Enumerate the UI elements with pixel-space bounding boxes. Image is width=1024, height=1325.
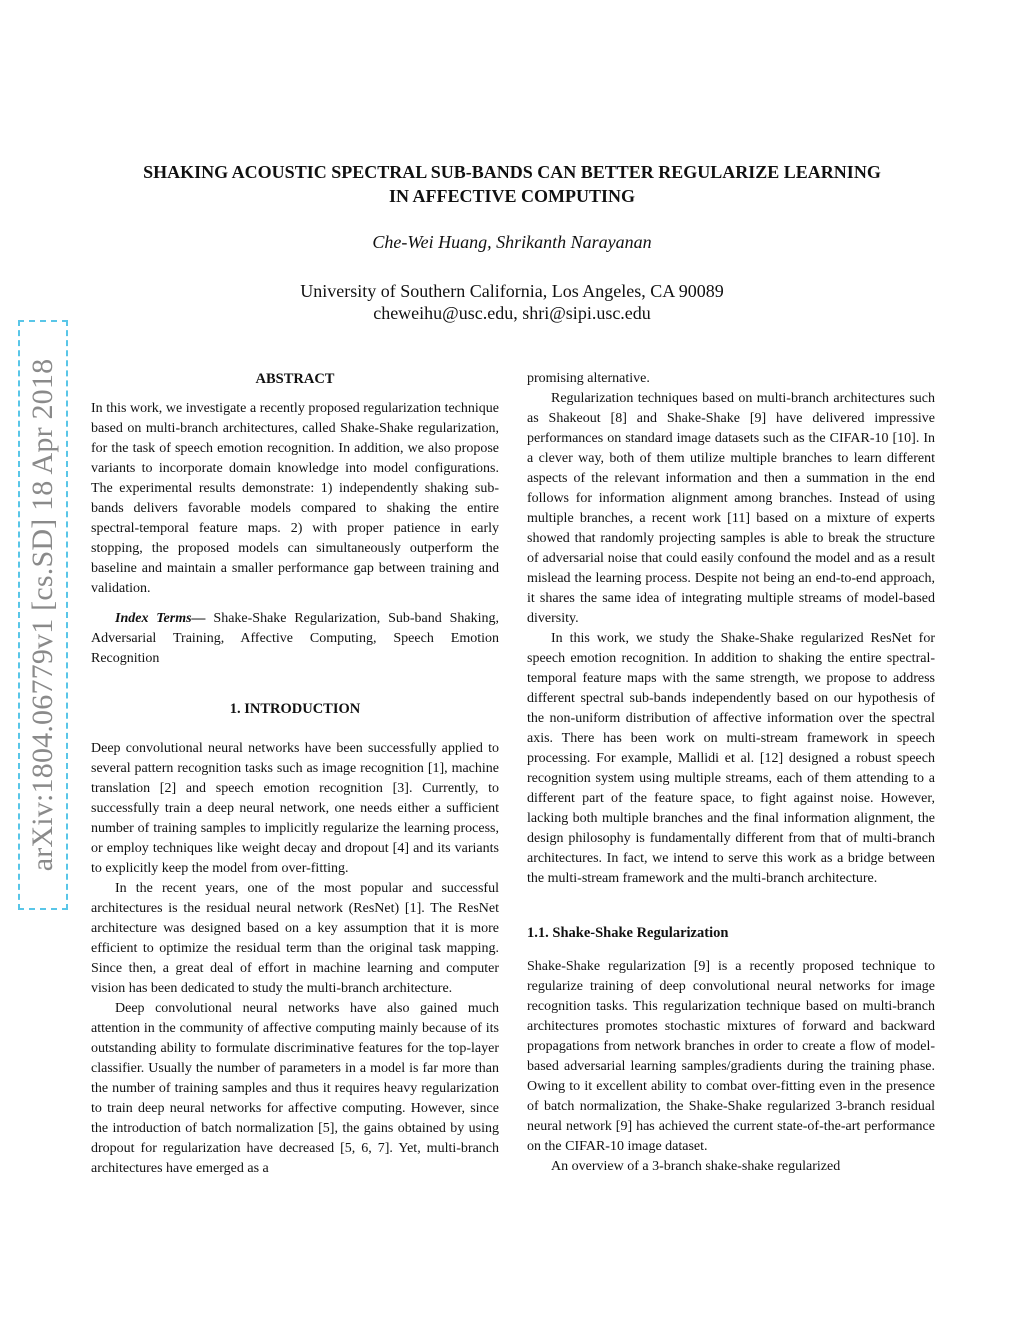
intro-paragraph-5: In this work, we study the Shake-Shake regularized ResNet for speech emotion recognition. In addition to shaking the entire spectral-temporal feature maps with the same strength, we propose to address different spectral sub-bands independently based on our hypothesis of the non-uniform distribution of affective information over the spectral axis. There has been work on multi-stream framework in speech processing. For example, Mallidi et al. [12] designed a robust speech recognition system using multiple streams, each of them attending to a different part of the feature space, to fight against noise. However, lacking both multiple branches and the final information alignment, the design philosophy is fundamentally different from that of multi-branch architectures. In fact, we intend to serve this work as a bridge between the multi-stream framework and the multi-branch architecture. [527, 631, 935, 886]
affiliation-block [95, 280, 929, 324]
index-terms-text: Shake-Shake Regularization, Sub-band Shaking, Adversarial Training, Affective Computing, Speech Emotion Recognition [91, 611, 499, 666]
title-line-2: IN AFFECTIVE COMPUTING [388, 186, 635, 206]
shake-shake-paragraph-2: An overview of a 3-branch shake-shake regularized [551, 1159, 841, 1174]
index-terms-label: Index Terms— [115, 611, 206, 626]
intro-paragraph-3: Deep convolutional neural networks have also gained much attention in the community of affective computing mainly because of its outstanding ability to formulate discriminative features for the top-layer classifier. Usually the number of parameters in a model is far more than the number of training samples and thus it requires heavy regularization to train deep neural networks for affective computing. However, since the introduction of batch normalization [5], the gains obtained by using dropout for regularization have decreased [5, 6, 7]. Yet, multi-branch architectures have emerged as a [91, 1001, 499, 1176]
right-column [527, 369, 935, 1177]
intro-paragraph-4: Regularization techniques based on multi-branch architectures such as Shakeout [8] and Shake-Shake [9] have delivered impressive performances on standard image datasets such as the CIFAR-10 [10]. In a clever way, both of them utilize multiple branches to learn different aspects of the relevant information and then a summation in the end follows for information alignment among branches. Instead of using multiple branches, a recent work [11] based on a mixture of experts showed that randomly projecting samples is able to break the structure of adversarial noise that could easily confound the model and as a result mislead the learning process. Despite not being an end-to-end approach, it shares the same idea of integrating multiple streams of model-based diversity. [527, 391, 935, 626]
abstract-heading: ABSTRACT [255, 371, 335, 387]
shake-shake-paragraph-1: Shake-Shake regularization [9] is a recently proposed technique to regularize training of deep convolutional neural networks for image recognition tasks. This regularization technique based on multi-branch architectures promotes stochastic mixtures of forward and backward propagations from network branches in order to create a flow of model-based adversarial learning samples/gradients during the training phase. Owing to it excellent ability to combat over-fitting even in the presence of batch normalization, the Shake-Shake regularized 3-branch residual neural network [9] has achieved the current state-of-the-art performance on the CIFAR-10 image dataset. [527, 959, 935, 1154]
arxiv-id: arXiv:1804.06779v1 [cs.SD] 18 Apr 2018 [26, 358, 59, 872]
introduction-heading: 1. INTRODUCTION [229, 701, 361, 717]
index-terms [91, 609, 499, 669]
arxiv-sidebar-stamp [18, 320, 68, 910]
title-line-1: SHAKING ACOUSTIC SPECTRAL SUB-BANDS CAN BETTER REGULARIZE LEARNING [143, 162, 881, 182]
shake-shake-heading: 1.1. Shake-Shake Regularization [527, 925, 729, 941]
affiliation: University of Southern California, Los Angeles, CA 90089 [300, 281, 724, 301]
left-column [91, 369, 499, 1179]
authors: Che-Wei Huang, Shrikanth Narayanan [372, 232, 652, 252]
intro-paragraph-3-continued: promising alternative. [527, 371, 650, 386]
intro-paragraph-1: Deep convolutional neural networks have been successfully applied to several pattern recognition tasks such as image recognition [1], machine translation [2] and speech emotion recognition [3]. Currently, to successfully train a deep neural network, one needs either a sufficient number of training samples to implicitly regularize the learning process, or employ techniques like weight decay and dropout [4] and its variants to explicitly keep the model from over-fitting. [91, 741, 499, 876]
paper-title [95, 160, 929, 208]
abstract-text: In this work, we investigate a recently proposed regularization technique based on multi-branch architectures, called Shake-Shake regularization, for the task of speech emotion recognition. In addition, we also propose variants to incorporate domain knowledge into model configurations. The experimental results demonstrate: 1) independently shaking sub-bands delivers favorable models compared to shaking the entire spectral-temporal feature maps. 2) with proper patience in early stopping, the proposed models can simultaneously outperform the baseline and maintain a smaller performance gap between training and validation. [91, 401, 499, 596]
intro-paragraph-2: In the recent years, one of the most popular and successful architectures is the residual neural network (ResNet) [1]. The ResNet architecture was designed based on a key assumption that it is more efficient to optimize the residual term than the original task mapping. Since then, a great deal of effort in machine learning and computer vision has been dedicated to study the multi-branch architecture. [91, 881, 499, 996]
emails: cheweihu@usc.edu, shri@sipi.usc.edu [373, 303, 651, 323]
